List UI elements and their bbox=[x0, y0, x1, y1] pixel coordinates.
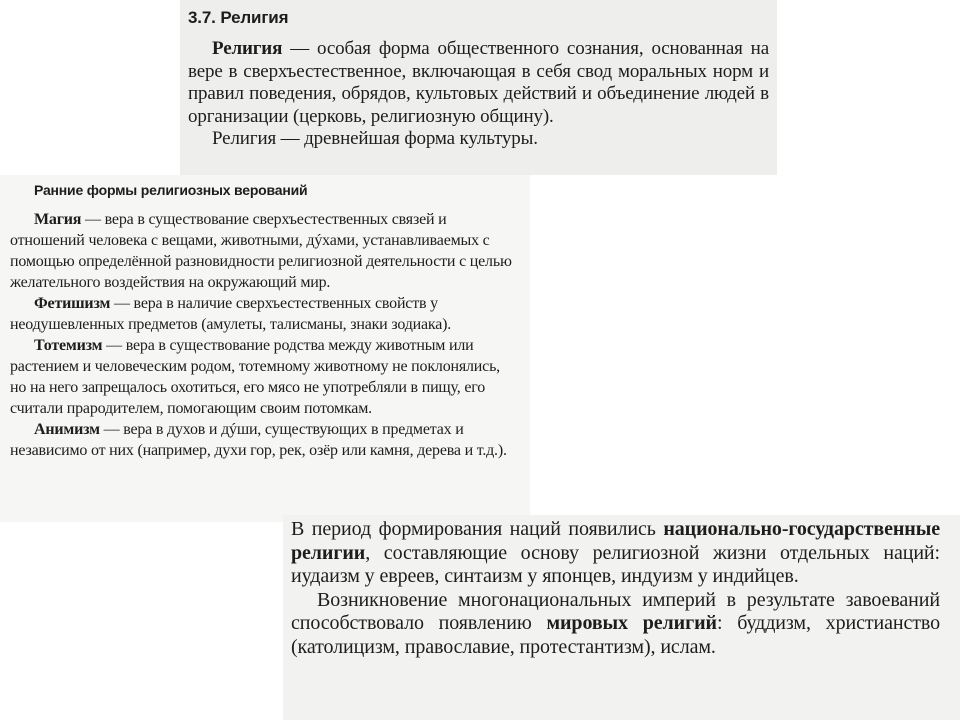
paragraph-text: В период формирования наций появились bbox=[291, 518, 664, 540]
term-magic: Магия bbox=[34, 211, 82, 228]
definition-text: — вера в наличие сверхъестественных свойств у неодушевленных предметов (амулеты, талисманы, знаки зодиака). bbox=[10, 295, 452, 333]
paragraph-text: : буддизм, христианство (католицизм, православие, протестантизм), ислам. bbox=[291, 612, 940, 658]
belief-item-animism bbox=[10, 419, 518, 461]
term-totemism: Тотемизм bbox=[34, 337, 103, 354]
early-beliefs-fragment bbox=[0, 175, 530, 522]
term-religion: Религия bbox=[212, 38, 283, 59]
term-animism: Анимизм bbox=[34, 421, 100, 438]
national-world-religions-fragment bbox=[283, 515, 960, 720]
definition-text: — вера в духов и дýши, существующих в предметах и независимо от них (например, духи гор, рек, озёр или камня, дерева и т.д.). bbox=[10, 421, 507, 459]
paragraph-text: Возникновение многонациональных империй в результате завоеваний способствовало появлению bbox=[291, 588, 940, 634]
religion-culture-line: Религия — древнейшая форма культуры. bbox=[212, 128, 538, 150]
section-heading: 3.7. Религия bbox=[188, 8, 289, 27]
early-beliefs-heading: Ранние формы религиозных верований bbox=[34, 182, 308, 198]
national-religions-paragraph bbox=[291, 518, 940, 589]
term-world-religions: мировых религий bbox=[546, 612, 717, 634]
paragraph-text: , составляющие основу религиозной жизни отдельных наций: иудаизм у евреев, синтаизм у японцев, индуизм у индийцев. bbox=[291, 541, 940, 587]
definition-text: — вера в существование сверхъестественных связей и отношений человека с вещами, животными, дýхами, устанавливаемых с помощью определённой разновидности религиозной деятельности с целью желательного воздействия на окружающий мир. bbox=[10, 211, 512, 291]
world-religions-paragraph bbox=[291, 589, 940, 660]
definition-text: — вера в существование родства между животным или растением и человеческим родом, тотемному животному не поклонялись, но на него запрещалось охотиться, его мясо не употребляли в пищу, его считали прародителем, помогающим своим потомкам. bbox=[10, 337, 500, 417]
term-fetishism: Фетишизм bbox=[34, 295, 111, 312]
term-national-religions: национально-государственные религии bbox=[291, 518, 940, 564]
belief-item-totemism bbox=[10, 335, 518, 419]
definition-text: — особая форма общественного сознания, основанная на вере в сверхъестественное, включающая в себя свод моральных норм и правил поведения, обрядов, культовых действий и объединение людей в организации (церковь, религиозную общину). bbox=[188, 38, 769, 127]
belief-item-fetishism bbox=[10, 293, 518, 335]
belief-item-magic bbox=[10, 209, 518, 293]
religion-definition-paragraph bbox=[188, 38, 769, 128]
religion-definition-fragment bbox=[180, 0, 777, 175]
